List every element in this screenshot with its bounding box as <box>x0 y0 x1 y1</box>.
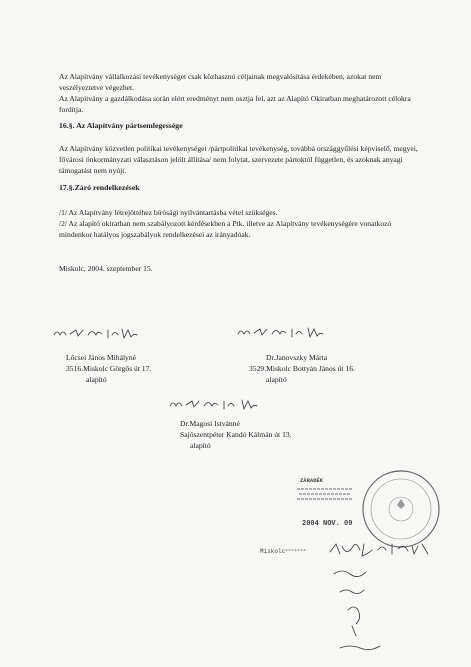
section-17-item-2: /2/ Az alapító okiratban nem szabályozott kérdésekben a Ptk. illetve az Alapítvány tevékenységére vonatkozó mindenkor hatályos jogszabályok rendelkezései az irányadóak. <box>59 219 392 239</box>
section-17-item-1: /1/ Az Alapítvány létrejöttéhez bírósági nyilvántartásba vétel szükséges. <box>59 208 278 217</box>
stamp-illegible-lines <box>295 486 357 504</box>
handwritten-marks <box>330 566 400 656</box>
signatory-block <box>249 352 355 385</box>
signatory-address: 3529.Miskolc Bottyán János út 16. <box>249 364 355 373</box>
clerk-signature-scribble <box>326 540 436 560</box>
stamp-dotted-line <box>285 546 307 552</box>
signature-scribble <box>236 325 328 339</box>
signatory-block <box>66 352 151 385</box>
signatory-role: alapító <box>86 375 107 384</box>
signature-scribble <box>168 397 268 411</box>
signatory-block <box>180 418 292 451</box>
section-17-heading: 17.§.Záró rendelkezések <box>59 183 140 192</box>
signatory-name: Dr.Magosi Istvánné <box>180 419 240 428</box>
signatory-role: alapító <box>190 441 211 450</box>
paragraph-profit-use: Az Alapítvány a gazdálkodása során elért eredményt nem osztja fel, azt az Alapító Okiratban meghatározott célokra fordítja. <box>59 94 411 114</box>
stamp-heading: ZÁRADÉK <box>300 477 324 484</box>
stamp-date: 2004 NOV. 09 <box>302 520 353 528</box>
stamp-text-lines <box>295 486 355 506</box>
section-16-body: Az Alapítvány közvetlen politikai tevékenységet /pártpolitikai tevékenység, továbbá országgyűlési képviselő, megyei, fővárosi önkormányzati választáson jelölt állítása/ nem folytat, szervezete pártoktól független, és azoknak anyagi támogatást nem nyújt. <box>59 144 418 175</box>
stamp-place: Miskolc <box>260 548 286 555</box>
place-and-date: Miskolc, 2004. szeptember 15. <box>59 264 153 273</box>
signatory-role: alapító <box>266 375 287 384</box>
signatory-name: Lőcsei János Mihályné <box>66 353 137 362</box>
signatory-name: Dr.Janovszky Márta <box>266 353 328 362</box>
signature-scribble <box>52 326 140 340</box>
paragraph-business-activity: Az Alapítvány vállalkozási tevékenységet csak közhasznú céljainak megvalósítása érdekében, azokat nem veszélyeztetve végezhet. <box>59 72 382 92</box>
signatory-address: Sajószentpéter Kandó Kálmán út 13. <box>180 430 292 439</box>
section-16-heading: 16.§. Az Alapítvány pártsemlegessége <box>59 121 183 130</box>
signatory-address: 3516.Miskolc Görgős út 17. <box>66 364 152 373</box>
court-seal-stamp <box>358 468 444 550</box>
